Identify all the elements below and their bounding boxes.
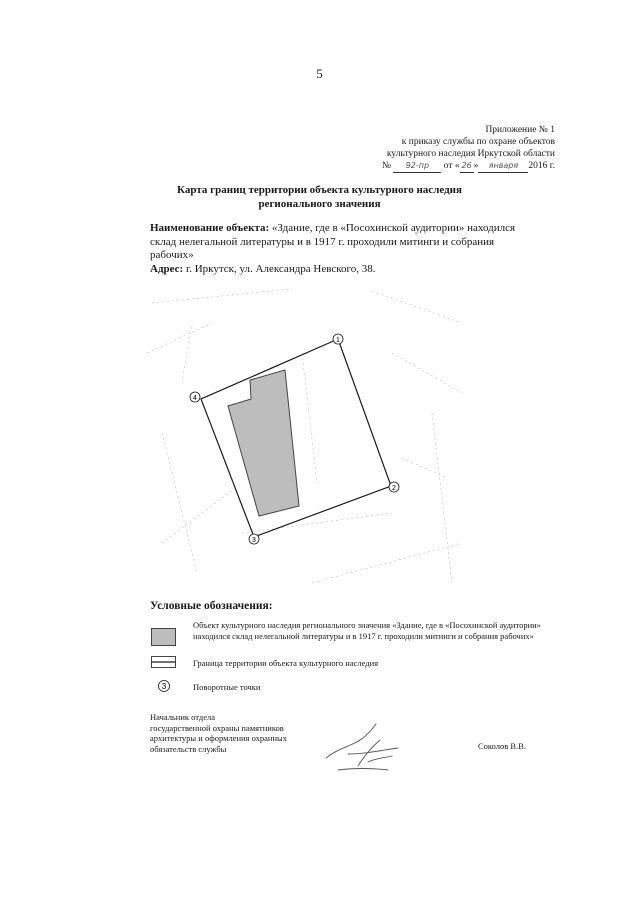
object-name-label: Наименование объекта:: [150, 222, 270, 234]
object-address: [150, 263, 520, 277]
order-year: 2016 г.: [528, 161, 555, 171]
signer-line3: архитектуры и оформления охранных: [150, 733, 287, 743]
signer-line1: Начальник отдела: [150, 712, 216, 722]
turning-point-2: [389, 482, 399, 492]
legend-title: Условные обозначения:: [150, 600, 273, 612]
legend-boundary-swatch: [151, 656, 176, 668]
appendix-header: [295, 124, 555, 173]
signer-position: [150, 712, 320, 754]
boundary-map: [142, 283, 472, 588]
turning-point-3-label: 3: [252, 537, 256, 544]
title-line2: регионального значения: [258, 198, 381, 210]
turning-point-1-label: 1: [336, 337, 340, 344]
appendix-line1: Приложение № 1: [485, 125, 555, 135]
legend-turning-point-text: Поворотные точки: [193, 682, 261, 692]
appendix-line2: к приказу службы по охране объектов: [401, 137, 555, 147]
turning-point-4: [190, 392, 200, 402]
order-month: января: [478, 160, 528, 173]
legend-turning-point-number: 3: [161, 682, 167, 691]
turning-point-4-label: 4: [193, 395, 197, 402]
turning-point-2-label: 2: [392, 485, 396, 492]
order-number: 92-пр: [393, 160, 441, 173]
object-name: [150, 222, 520, 263]
turning-point-1: [333, 334, 343, 344]
heritage-building: [228, 370, 299, 516]
title-line1: Карта границ территории объекта культурного наследия: [177, 184, 462, 196]
map-background-lines: [147, 289, 462, 583]
signer-line4: обязательств службы: [150, 743, 227, 754]
page-number: 5: [316, 66, 323, 81]
signer-line2: государственной охраны памятников: [150, 722, 284, 733]
turning-point-3: [249, 534, 259, 544]
signer-name: Соколов В.В.: [478, 741, 526, 751]
order-month-sep: »: [473, 161, 479, 171]
object-address-value: г. Иркутск, ул. Александра Невского, 38.: [183, 262, 376, 275]
order-num-prefix: №: [381, 161, 392, 171]
appendix-line3: культурного наследия Иркутской области: [386, 149, 555, 159]
legend-building-swatch: [151, 628, 176, 646]
page-title: [150, 183, 489, 211]
order-from: от «: [443, 161, 460, 171]
legend-boundary-text: Граница территории объекта культурного наследия: [193, 658, 379, 668]
legend-building-text: Объект культурного наследия регионального значения «Здание, где в «Посохинской аудитории» находился склад нелегальной литературы и в 1917 г. проходили митинги и собрания рабочих»: [193, 620, 541, 641]
object-name-value: «Здание, где в «Посохинской аудитории» находился склад нелегальной литературы и в 1917 г. проходили митинги и собрания рабочих»: [150, 222, 516, 261]
appendix-order-line: [295, 160, 555, 173]
territory-boundary: [201, 339, 391, 537]
handwritten-signature: [318, 718, 408, 778]
object-info: [150, 222, 520, 276]
object-address-label: Адрес:: [150, 262, 184, 275]
legend-turning-point-symbol: [157, 679, 171, 693]
order-day: 26: [460, 160, 474, 173]
